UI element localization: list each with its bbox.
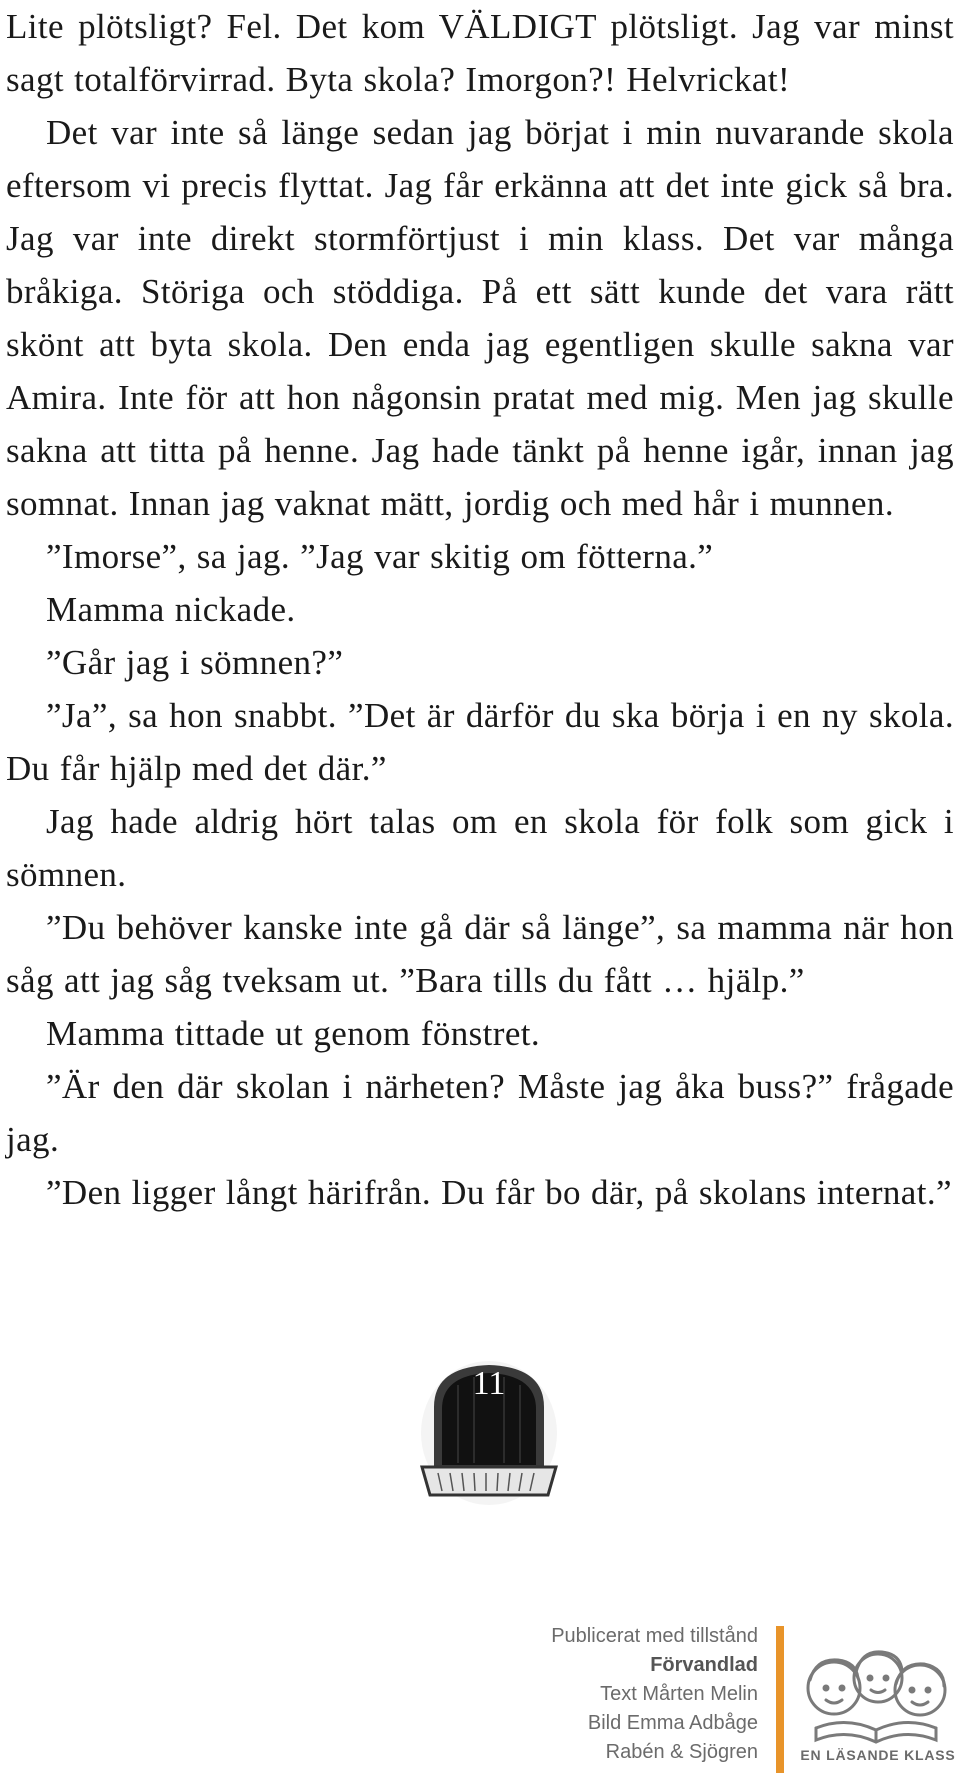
paragraph-2: Det var inte så länge sedan jag börjat i min nuvarande skola eftersom vi precis flyttat. Jag får erkänna att det inte gick så bra. Jag var inte direkt stormförtjust i min klass. Det var många bråkiga. Störiga och stöddiga. På ett sätt kunde det vara rätt skönt att byta skola. Den enda jag egentligen skulle sakna var Amira. Inte för att hon någonsin pratat med mig. Men jag skulle sakna att titta på henne. Jag hade tänkt på henne igår, innan jag somnat. Innan jag vaknat mätt, jordig och med hår i munnen. [6, 113, 954, 523]
paragraph-3: ”Imorse”, sa jag. ”Jag var skitig om fötterna.” [46, 537, 714, 576]
paragraph-8: ”Du behöver kanske inte gå där så länge”, sa mamma när hon såg att jag såg tveksam ut. ”Bara tills du fått … hjälp.” [6, 908, 954, 1000]
accent-bar [776, 1626, 784, 1773]
publisher-line: Rabén & Sjögren [605, 1741, 758, 1763]
author-line: Text Mårten Melin [600, 1683, 758, 1705]
reading-class-label: EN LÄSANDE KLASS [800, 1747, 956, 1763]
page-number-ornament [418, 1355, 560, 1505]
book-text [6, 0, 954, 1219]
illustrator-line: Bild Emma Adbåge [587, 1712, 758, 1734]
paragraph-9: Mamma tittade ut genom fönstret. [46, 1014, 541, 1053]
paragraph-7: Jag hade aldrig hört talas om en skola för folk som gick i sömnen. [6, 802, 954, 894]
permission-line: Publicerat med tillstånd [551, 1625, 758, 1647]
book-title: Förvandlad [650, 1654, 758, 1676]
publication-credits [378, 1622, 758, 1767]
paragraph-10: ”Är den där skolan i närheten? Måste jag åka buss?” frågade jag. [6, 1067, 954, 1159]
paragraph-11: ”Den ligger långt härifrån. Du får bo där, på skolans internat.” [46, 1173, 952, 1212]
page-number: 11 [472, 1365, 506, 1402]
paragraph-5: ”Går jag i sömnen?” [46, 643, 344, 682]
paragraph-6: ”Ja”, sa hon snabbt. ”Det är därför du ska börja i en ny skola. Du får hjälp med det där.” [6, 696, 954, 788]
paragraph-1: Lite plötsligt? Fel. Det kom VÄLDIGT plötsligt. Jag var minst sagt totalförvirrad. Byta skola? Imorgon?! Helvrickat! [6, 7, 954, 99]
paragraph-4: Mamma nickade. [46, 590, 296, 629]
